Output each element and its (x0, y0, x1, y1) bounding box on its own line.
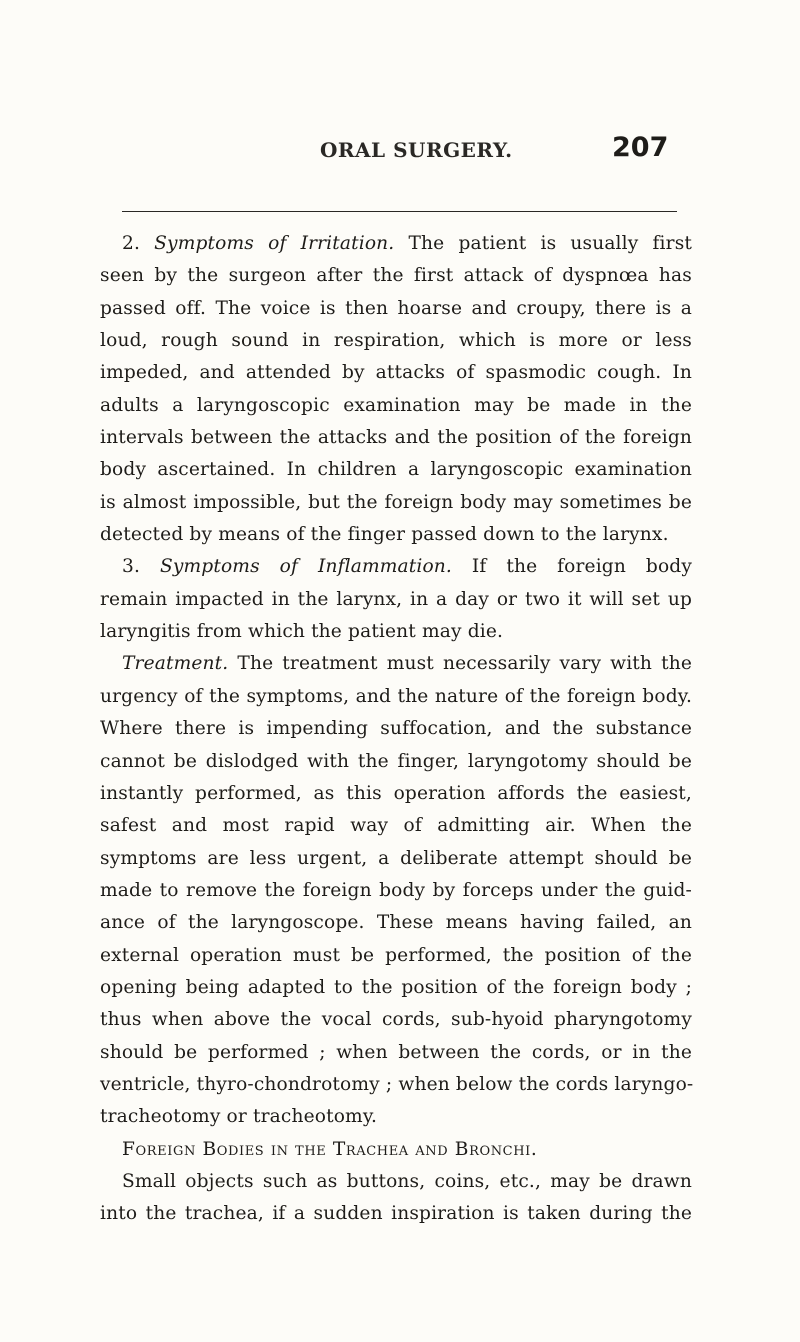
text-line: cannot be dislodged with the finger, laryngotomy should be (100, 750, 692, 772)
line-text: If the foreign body (471, 556, 692, 578)
text-line: is almost impossible, but the foreign body may sometimes be (100, 491, 692, 513)
text-line: into the trachea, if a sudden inspiration is taken during the (100, 1203, 692, 1225)
text-line: adults a laryngoscopic examination may be made in the (100, 394, 692, 416)
text-line: laryngitis from which the patient may die. (100, 621, 504, 643)
paragraph-heading: Treatment. (122, 653, 229, 675)
text-line (100, 228, 692, 260)
text-line: Where there is impending suffocation, and the substance (100, 718, 692, 740)
body-text (100, 228, 692, 1231)
text-line: thus when above the vocal cords, sub-hyoid pharyngotomy (100, 1009, 692, 1031)
text-line: body ascertained. In children a laryngoscopic examination (100, 459, 692, 481)
text-line: made to remove the foreign body by forceps under the guid- (100, 879, 692, 901)
paragraph-number: 3. (122, 556, 141, 578)
text-line: loud, rough sound in respiration, which is more or less (100, 330, 692, 352)
text-line: instantly performed, as this operation affords the easiest, (100, 782, 692, 804)
text-line: should be performed ; when between the cords, or in the (100, 1041, 692, 1063)
text-line: seen by the surgeon after the first attack of dyspnœa has (100, 265, 692, 287)
paragraph-heading: Symptoms of Irritation. (154, 233, 395, 254)
text-line: symptoms are less urgent, a deliberate attempt should be (100, 847, 692, 869)
text-line: remain impacted in the larynx, in a day or two it will set up (100, 588, 692, 610)
text-line: detected by means of the finger passed down to the larynx. (100, 524, 669, 546)
text-line: ventricle, thyro-chondrotomy ; when below the cords laryngo- (100, 1073, 694, 1095)
running-title: ORAL SURGERY. (320, 138, 513, 162)
text-line: urgency of the symptoms, and the nature of the foreign body. (100, 685, 692, 707)
text-line: tracheotomy or tracheotomy. (100, 1106, 378, 1128)
text-line (100, 551, 692, 583)
line-text: The treatment must necessarily vary with the (237, 653, 693, 675)
text-line: intervals between the attacks and the position of the foreign (100, 427, 692, 449)
text-line (100, 648, 692, 680)
text-line: external operation must be performed, the position of the (100, 944, 692, 966)
text-line: safest and most rapid way of admitting air. When the (100, 815, 692, 837)
paragraph-number: 2. (122, 233, 141, 254)
text-line: impeded, and attended by attacks of spasmodic cough. In (100, 362, 692, 384)
line-text: The patient is usually first (408, 233, 693, 254)
paragraph-heading: Symptoms of Inflammation. (159, 556, 452, 578)
text-line: Small objects such as buttons, coins, etc., may be drawn (122, 1170, 692, 1192)
section-heading: Foreign Bodies in the Trachea and Bronchi. (122, 1138, 538, 1160)
text-line: passed off. The voice is then hoarse and croupy, there is a (100, 297, 692, 319)
text-line: opening being adapted to the position of the foreign body ; (100, 976, 692, 998)
text-line: ance of the laryngoscope. These means having failed, an (100, 912, 692, 934)
page-number: 207 (612, 132, 669, 163)
header-rule (122, 211, 677, 212)
